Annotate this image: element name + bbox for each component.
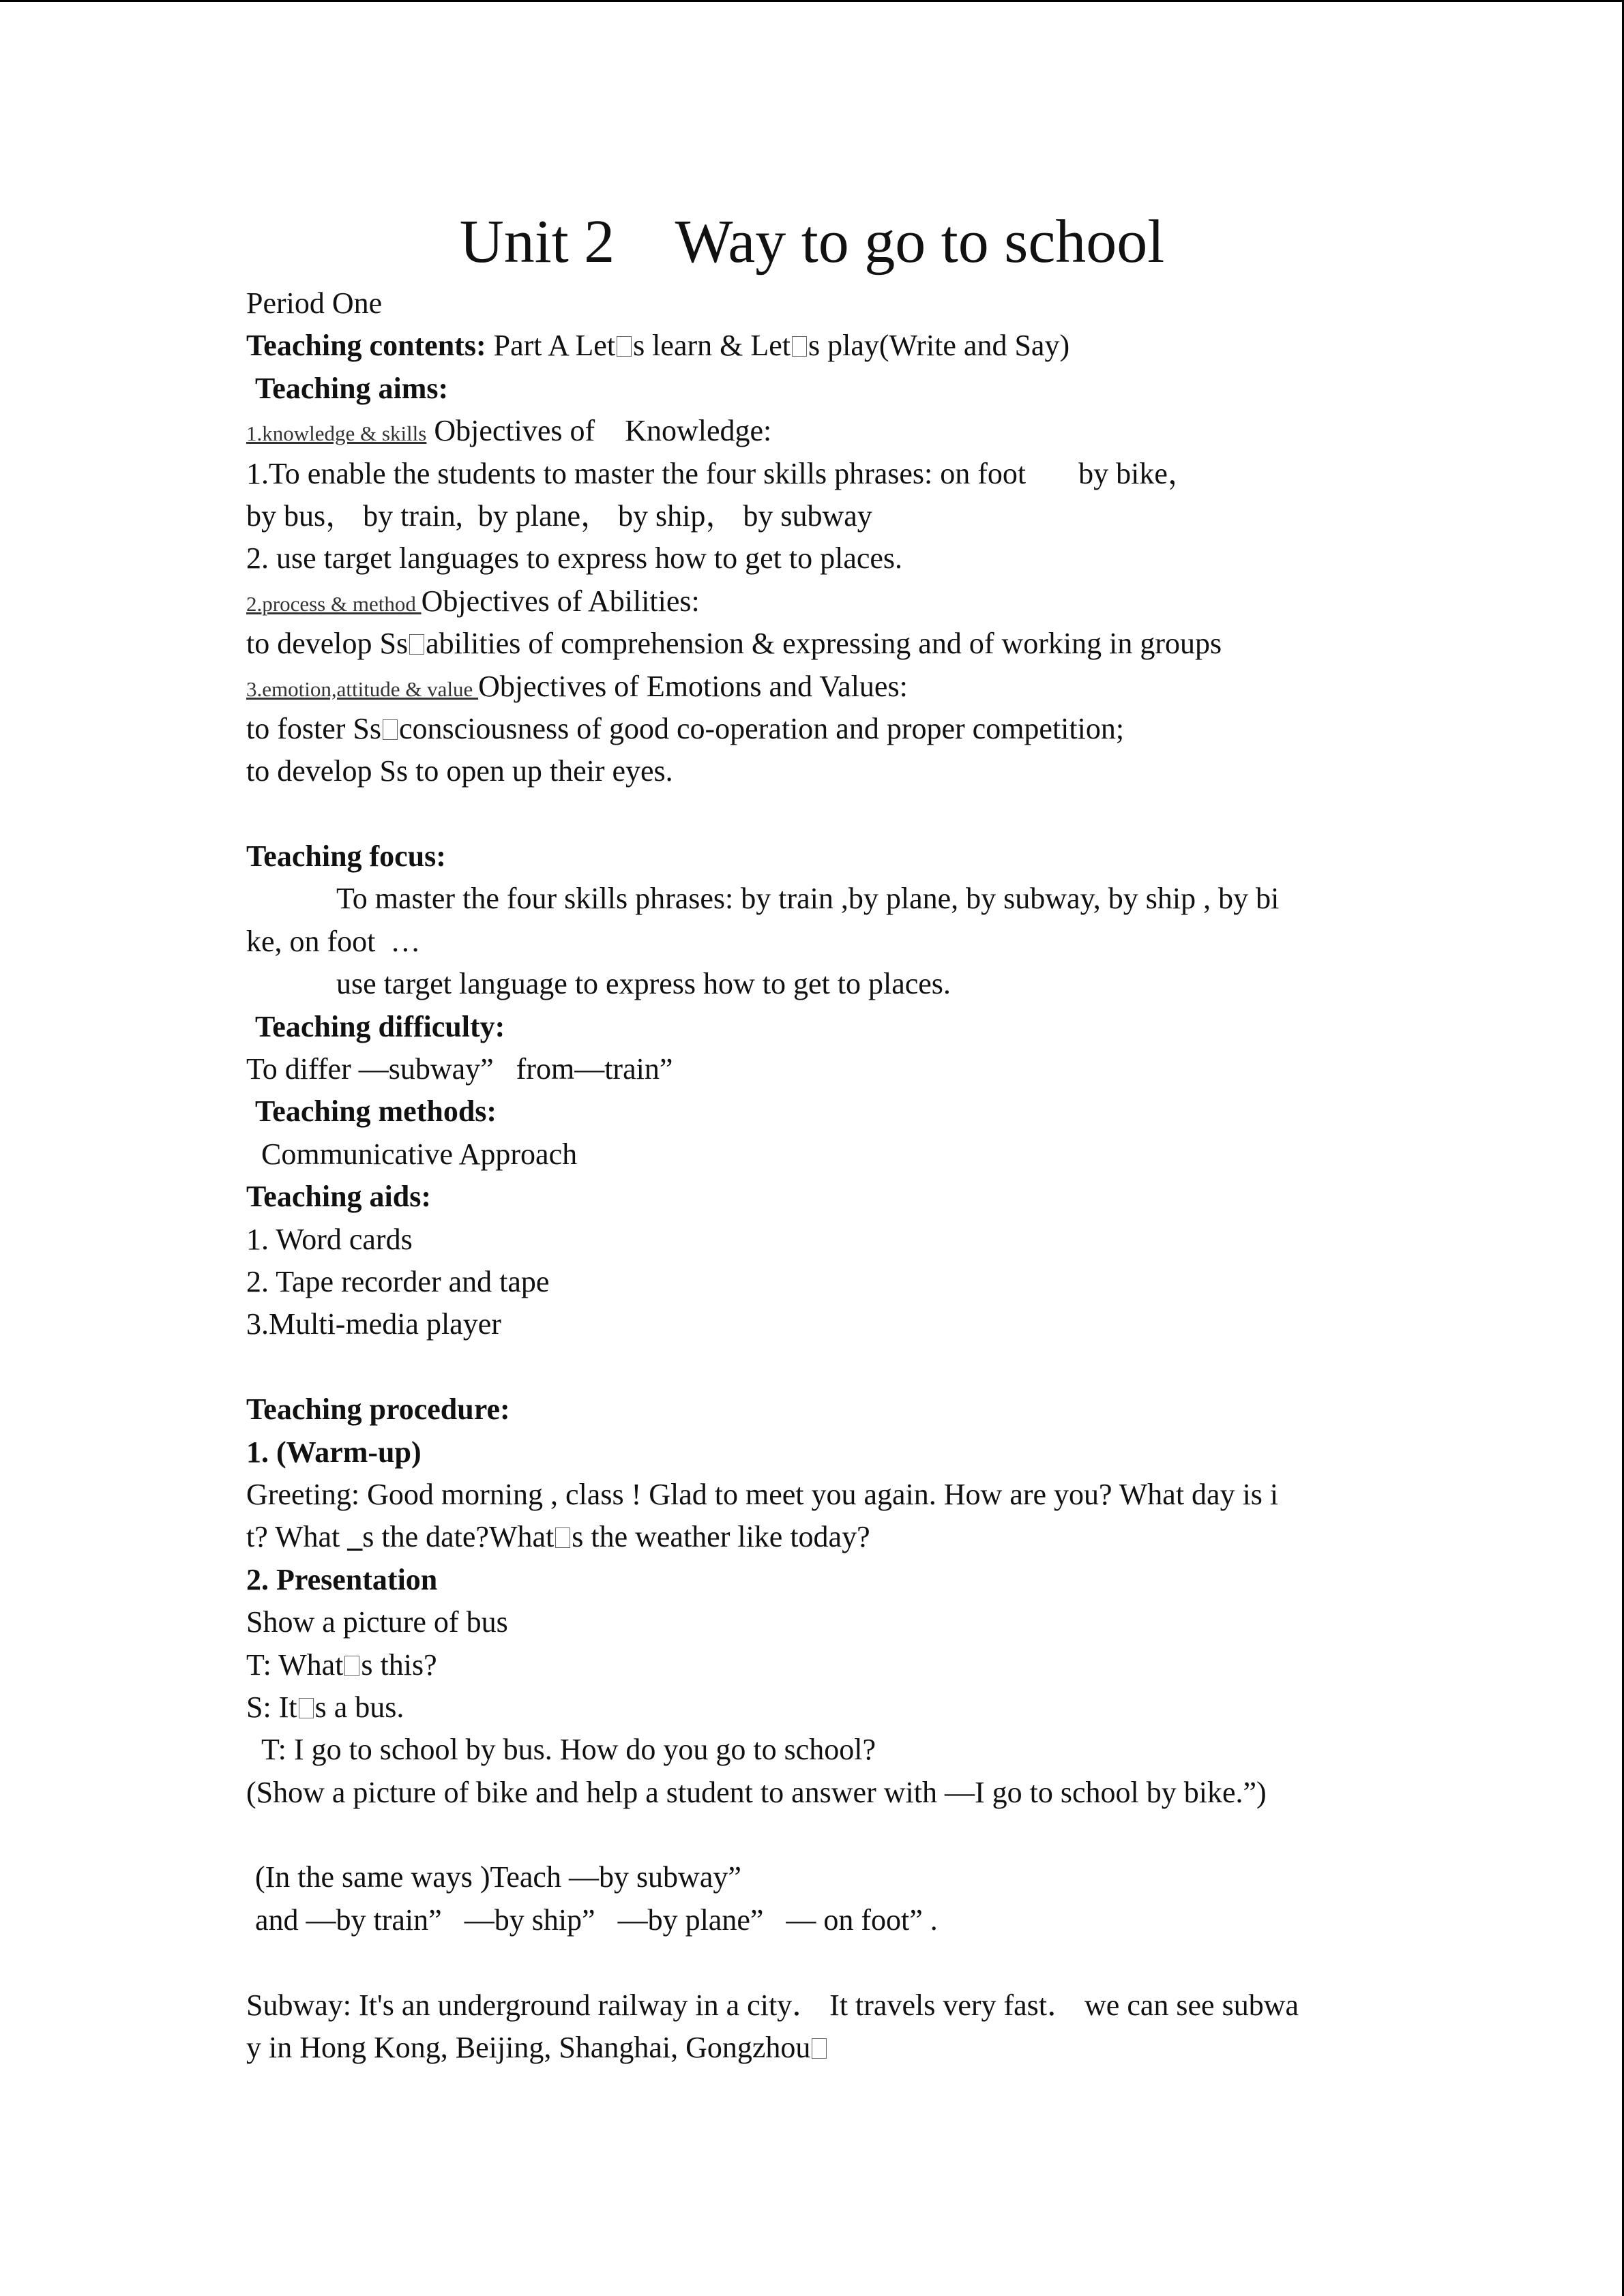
teaching-contents-text-c: s play(Write and Say) [808,329,1070,363]
greeting-line-2-d: s the weather like today? [572,1520,870,1554]
student-bus-b: s a bus. [314,1690,404,1724]
missing-glyph-icon [555,1527,570,1548]
knowledge-objectives-line [246,410,1378,452]
spacer [246,1941,1378,1984]
teacher-go-line: T: I go to school by bus. How do you go to school? [261,1733,876,1767]
focus-line-3: use target language to express how to get to places. [336,967,951,1001]
abilities-text-a: to develop Ss [246,627,409,661]
methods-text: Communicative Approach [261,1137,578,1171]
process-tag: 2.process & method [246,591,422,616]
focus-line-2: ke, on foot … [246,924,421,958]
subway-line-2-text: y in Hong Kong, Beijing, Shanghai, Gongzhou [246,2031,811,2065]
greeting-line-2-c: s the date?What [362,1520,555,1554]
subway-line-1: Subway: It's an underground railway in a city． It travels very fast． we can see subwa [246,1988,1299,2022]
teaching-aims-label: Teaching aims: [255,371,449,405]
show-bus-line: Show a picture of bus [246,1605,508,1639]
spacer [246,793,1378,835]
teaching-contents-text-a: Part A Let [486,329,616,363]
knowledge-item-1-line-2: by bus， by train, by plane， by ship， by subway [246,498,872,533]
missing-glyph-icon [617,336,632,357]
teaching-procedure-label: Teaching procedure: [246,1392,510,1427]
warmup-label: 1. (Warm-up) [246,1435,422,1469]
knowledge-item-2: 2. use target languages to express how to get to places. [246,541,903,576]
emotion-title: Objectives of Emotions and Values: [478,669,908,703]
page-border-top [0,0,1624,2]
missing-glyph-icon [812,2038,827,2059]
emotion-item-1-a: to foster Ss [246,711,381,745]
knowledge-item-1-line-1: 1.To enable the students to master the four skills phrases: on foot by bike， [246,456,1198,490]
teaching-contents-text-b: s learn & Let [633,329,791,363]
aids-item: 2. Tape recorder and tape [246,1264,550,1298]
teaching-focus-label: Teaching focus: [246,839,446,874]
teaching-contents-line [246,325,1378,367]
teaching-contents-label: Teaching contents: [246,329,486,363]
missing-glyph-icon [383,719,398,740]
missing-glyph-icon [792,336,807,357]
aids-item: 3.Multi-media player [246,1307,501,1341]
teacher-what-a: T: What [246,1648,344,1682]
emotion-item-1 [246,708,1378,750]
spacer [246,1814,1378,1856]
student-bus-line [246,1686,1378,1729]
teaching-aids-label: Teaching aids: [246,1180,432,1214]
teaching-methods-label: Teaching methods: [255,1094,497,1129]
greeting-line-2-a: t? What [246,1520,348,1554]
missing-glyph-icon [409,634,424,655]
teacher-what-line [246,1644,1378,1686]
page-title: Unit 2 Way to go to school [459,208,1165,275]
process-title: Objectives of Abilities: [421,584,700,618]
abilities-text [246,623,1378,665]
student-bus-a: S: It [246,1690,297,1724]
focus-line-1: To master the four skills phrases: by train ,by plane, by subway, by ship , by bi [336,882,1280,916]
same-ways-line: (In the same ways )Teach —by subway” [255,1860,741,1894]
spacer [246,1346,1378,1388]
period-line: Period One [246,286,383,320]
teaching-difficulty-label: Teaching difficulty: [255,1009,505,1043]
emotion-item-1-b: consciousness of good co-operation and proper competition; [399,711,1125,745]
difficulty-text: To differ —subway” from—train” [246,1052,673,1086]
presentation-label: 2. Presentation [246,1562,438,1596]
missing-glyph-icon [344,1656,359,1676]
knowledge-title: Objectives of Knowledge: [426,414,772,448]
greeting-line-2-b: _ [347,1520,363,1554]
aids-item: 1. Word cards [246,1222,413,1256]
teacher-what-b: s this? [361,1648,437,1682]
greeting-line-1: Greeting: Good morning , class ! Glad to meet you again. How are you? What day is i [246,1477,1279,1511]
abilities-objectives-line [246,580,1378,623]
show-bike-line: (Show a picture of bike and help a student to answer with —I go to school by bike.”) [246,1775,1267,1809]
greeting-line-2 [246,1516,1378,1558]
emotion-tag: 3.emotion,attitude & value [246,676,479,701]
and-line: and —by train” —by ship” —by plane” — on foot” . [255,1903,938,1937]
lesson-plan-body [246,282,1378,2069]
emotions-objectives-line [246,666,1378,708]
missing-glyph-icon [299,1698,314,1718]
abilities-text-b: abilities of comprehension & expressing and of working in groups [426,627,1222,661]
subway-line-2 [246,2027,1378,2069]
emotion-item-2: to develop Ss to open up their eyes. [246,754,673,788]
knowledge-tag: 1.knowledge & skills [246,421,427,446]
